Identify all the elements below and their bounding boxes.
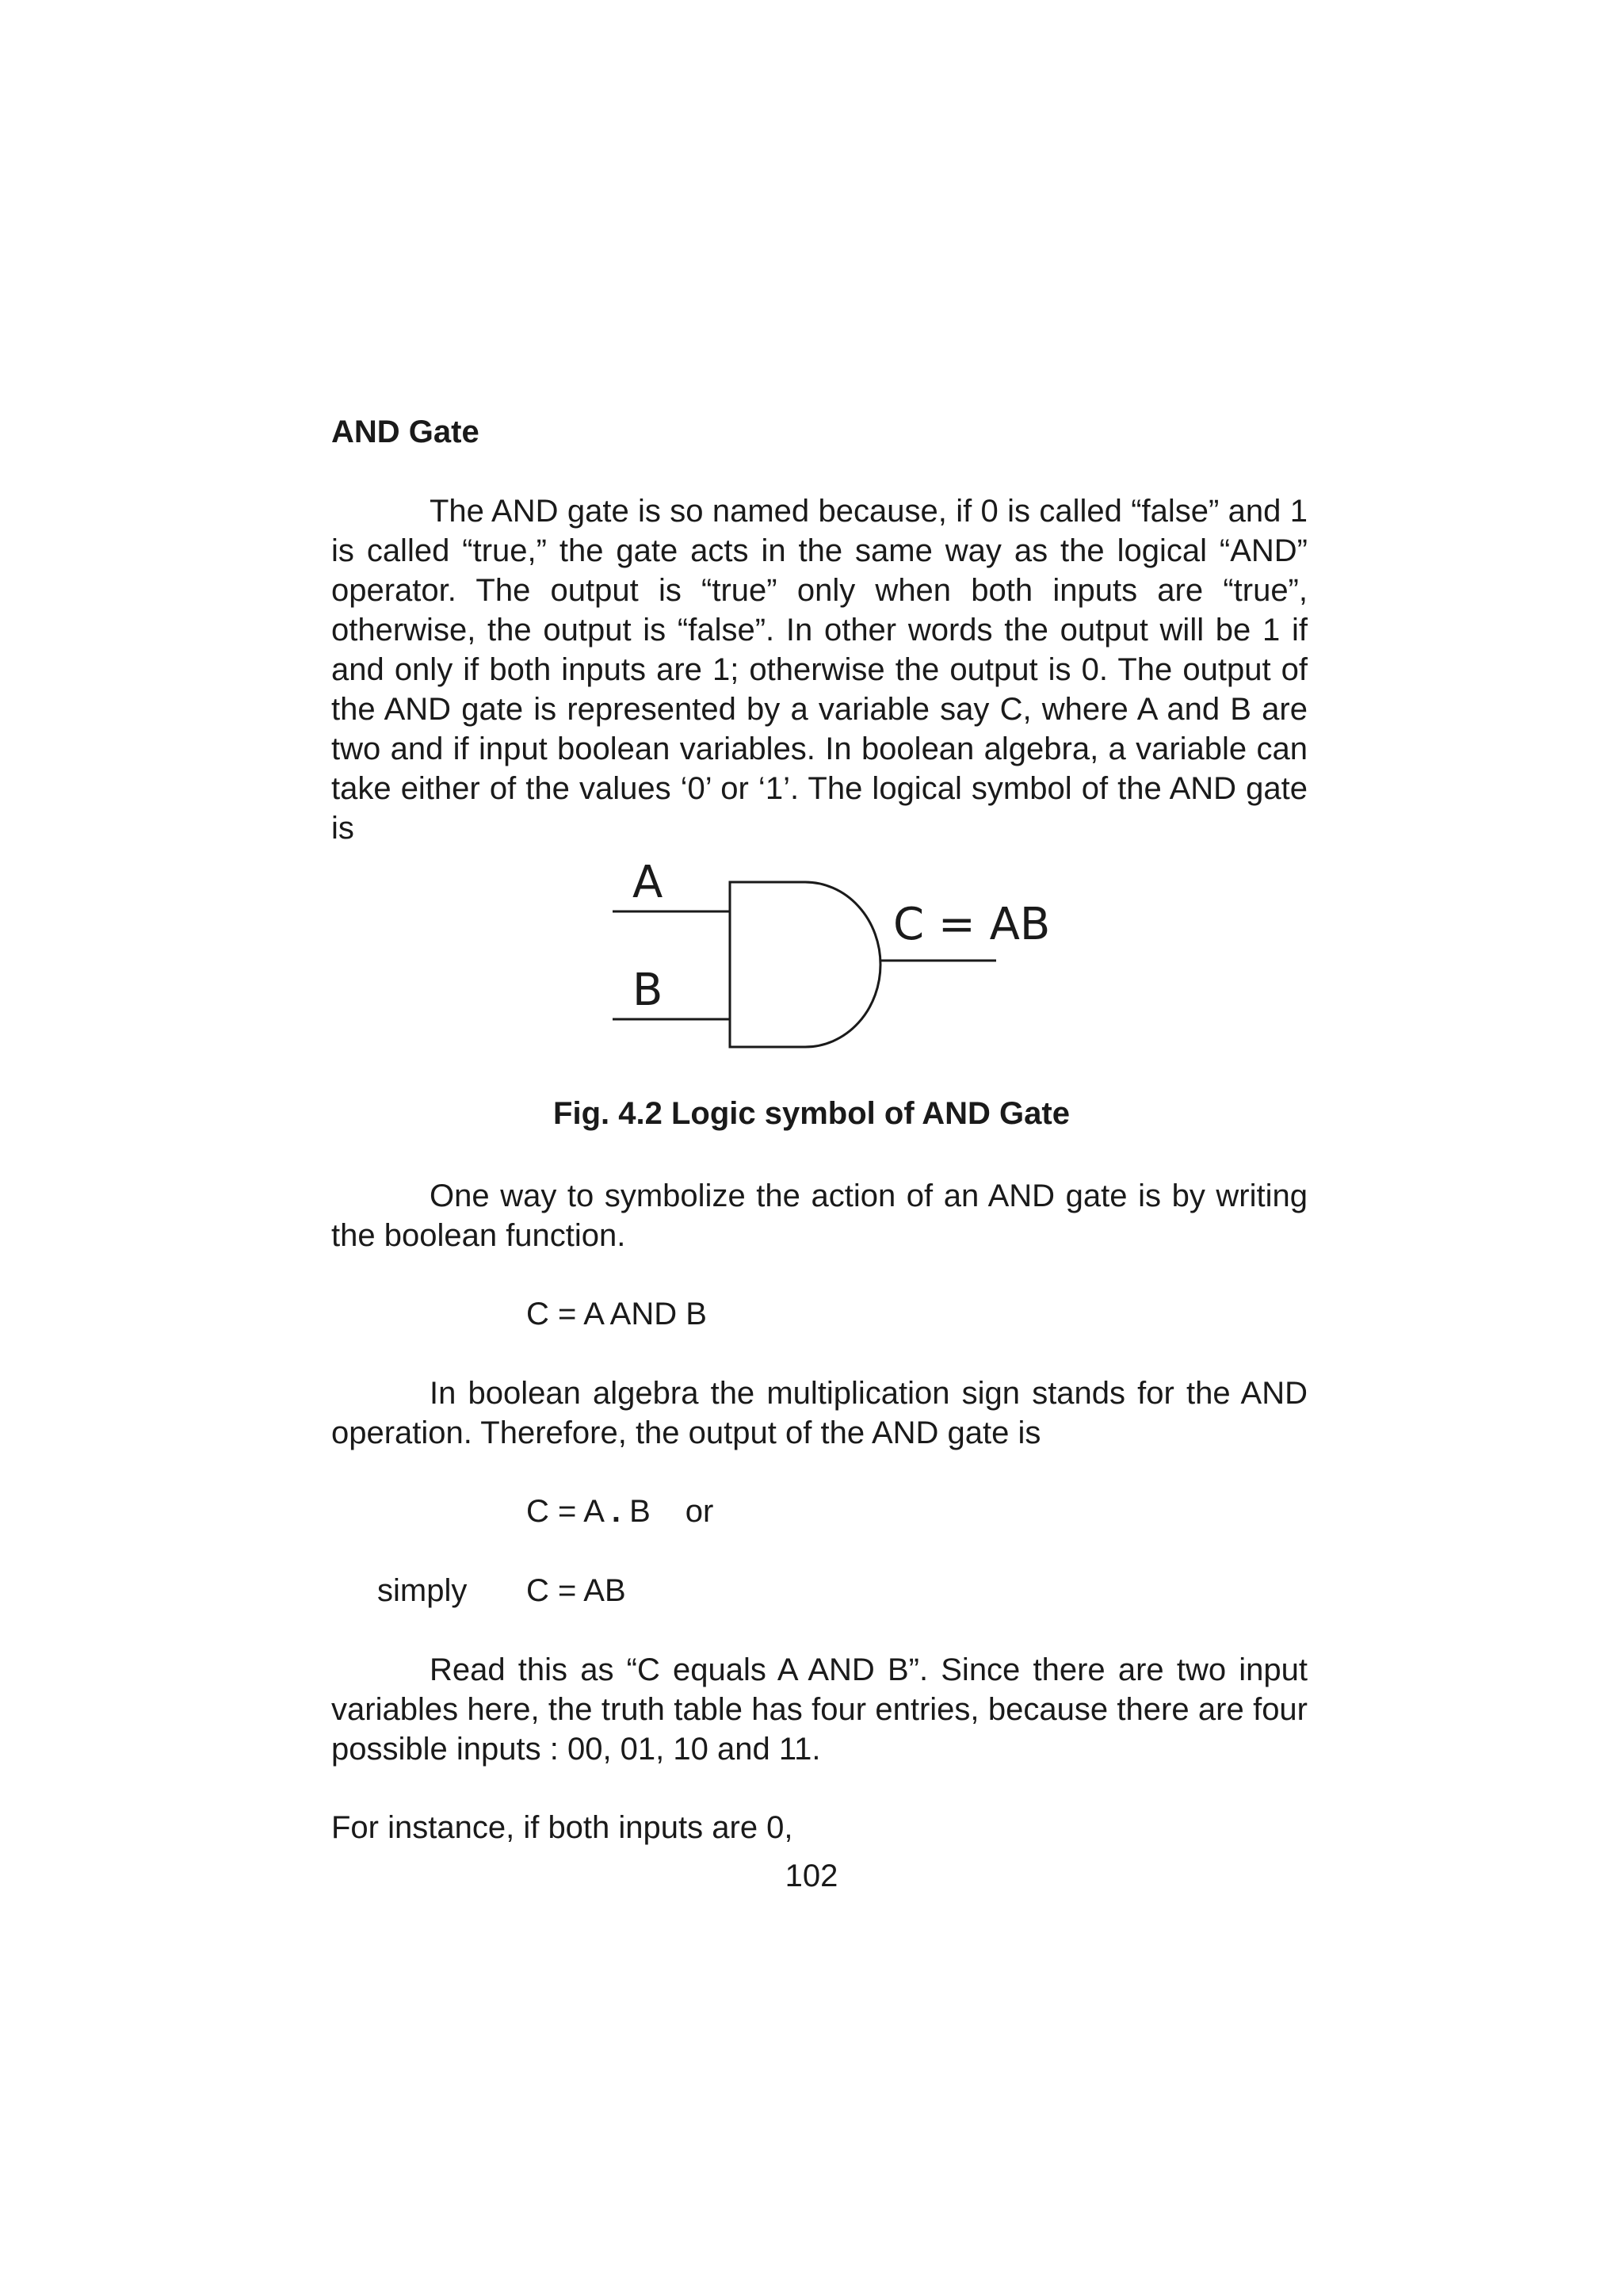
input-b-label: B xyxy=(632,965,663,1016)
input-a-label: A xyxy=(632,857,663,908)
multiplication-dot: . xyxy=(611,1494,621,1529)
page-number: 102 xyxy=(785,1859,838,1893)
figure-caption: Fig. 4.2 Logic symbol of AND Gate xyxy=(553,1096,1070,1131)
equation-dot xyxy=(526,1492,713,1531)
equation-or: or xyxy=(685,1494,714,1529)
output-label: C = AB xyxy=(893,899,1051,950)
multiplication-paragraph: In boolean algebra the multiplication sign stands for the AND operation. Therefore, the output of the AND gate is xyxy=(331,1376,1308,1450)
equation-and: C = A AND B xyxy=(526,1297,707,1331)
equation-dot-right: B xyxy=(620,1494,651,1529)
instance-paragraph: For instance, if both inputs are 0, xyxy=(331,1810,793,1845)
intro-paragraph: The AND gate is so named because, if 0 is called “false” and 1 is called “true,” the gate acts in the same way as the logical “AND” operator. The output is “true” only when both inputs are “true”, otherwise, the output is “false”. In other words the output will be 1 if and only if both inputs are 1; otherwise the output is 0. The output of the AND gate is represented by a variable say C, where A and B are two and if input boolean variables. In boolean algebra, a variable can take either of the values ‘0’ or ‘1’. The logical symbol of the AND gate is xyxy=(331,494,1308,846)
equation-simple: C = AB xyxy=(526,1573,626,1608)
gate-body xyxy=(730,882,880,1047)
boolean-function-paragraph: One way to symbolize the action of an AND gate is by writing the boolean function. xyxy=(331,1179,1308,1253)
simply-label: simply xyxy=(377,1573,468,1608)
equation-dot-left: C = A xyxy=(526,1494,612,1529)
truth-table-paragraph: Read this as “C equals A AND B”. Since there are two input variables here, the truth table has four entries, because there are four possible inputs : 00, 01, 10 and 11. xyxy=(331,1652,1308,1767)
and-gate-symbol xyxy=(602,852,1051,1058)
section-heading: AND Gate xyxy=(331,415,479,449)
